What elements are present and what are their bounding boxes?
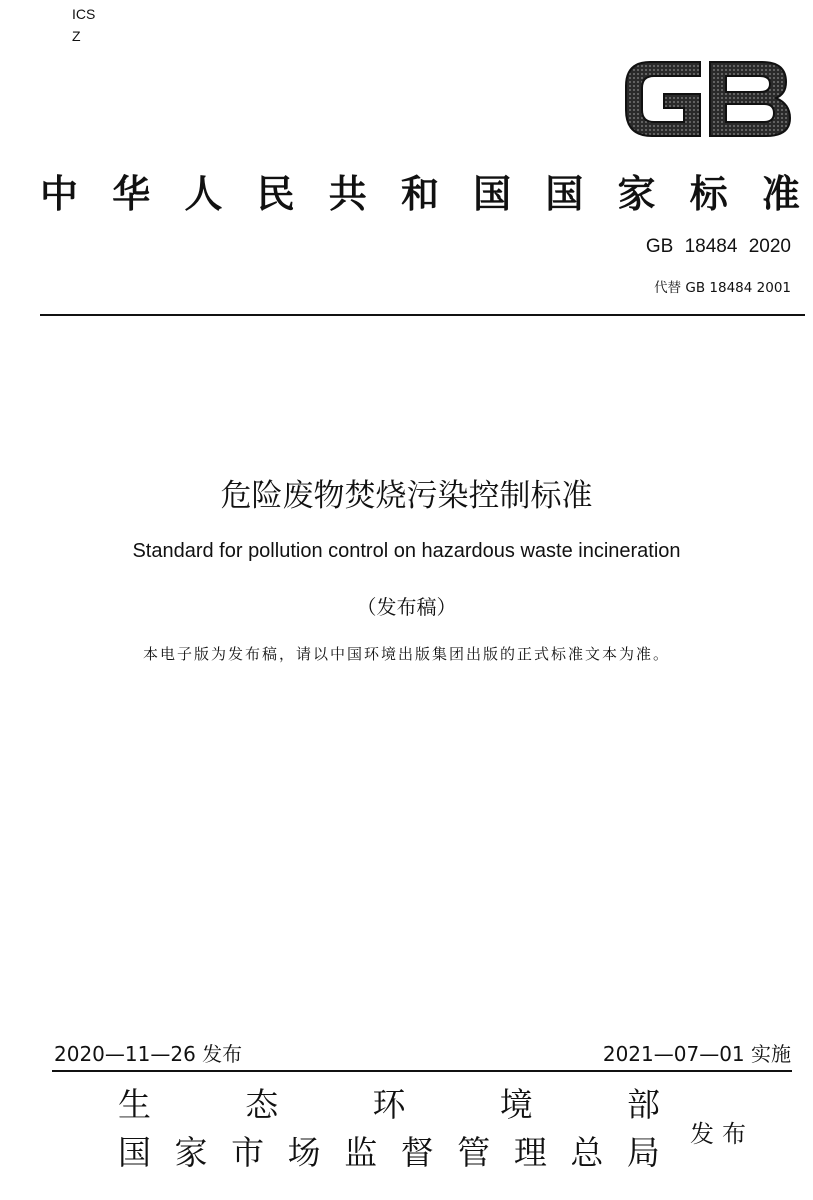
title-char: 标 <box>689 171 728 216</box>
ics-label: ICS <box>72 6 96 22</box>
org-char: 理 <box>513 1132 547 1172</box>
implementation-date: 2021—07—01 实施 <box>602 1042 791 1066</box>
org-char: 监 <box>344 1132 378 1172</box>
title-char: 中 <box>40 171 79 216</box>
issuing-org-market-regulation <box>118 1128 660 1172</box>
title-char: 家 <box>617 171 656 216</box>
footer-divider <box>52 1070 792 1072</box>
title-char: 国 <box>545 171 584 216</box>
org-char: 市 <box>231 1132 265 1172</box>
org-char: 部 <box>627 1084 660 1124</box>
org-char: 国 <box>118 1132 151 1172</box>
org-char: 生 <box>118 1084 151 1124</box>
header-divider <box>40 314 805 316</box>
title-char: 共 <box>328 171 367 216</box>
org-char: 场 <box>287 1132 321 1172</box>
org-char: 境 <box>499 1084 533 1124</box>
title-char: 民 <box>256 171 295 216</box>
title-char: 准 <box>761 171 800 216</box>
issue-date: 2020—11—26 发布 <box>54 1042 243 1066</box>
title-char: 国 <box>473 171 512 216</box>
publish-label: 发布 <box>690 1120 754 1148</box>
document-title-en: Standard for pollution control on hazardous waste incineration <box>132 540 681 562</box>
title-char: 人 <box>184 171 223 216</box>
standard-number: GB 18484 2020 <box>645 236 791 257</box>
replaces-standard: 代替 GB 18484 2001 <box>654 280 791 296</box>
national-standard-title <box>40 162 800 218</box>
title-char: 和 <box>400 171 439 216</box>
draft-label: （发布稿） <box>356 595 457 619</box>
org-char: 环 <box>372 1084 406 1124</box>
classification-code: Z <box>72 28 81 44</box>
edition-note: 本电子版为发布稿，请以中国环境出版集团出版的正式标准文本为准。 <box>142 645 670 663</box>
org-char: 总 <box>570 1132 604 1172</box>
document-title-cn: 危险废物焚烧污染控制标准 <box>220 478 593 514</box>
org-char: 家 <box>174 1132 208 1172</box>
org-char: 管 <box>457 1132 491 1172</box>
issuing-org-ecology <box>118 1080 660 1124</box>
gb-logo <box>620 52 792 144</box>
org-char: 态 <box>245 1084 279 1124</box>
title-char: 华 <box>112 171 151 216</box>
org-char: 局 <box>626 1132 660 1172</box>
org-char: 督 <box>400 1132 434 1172</box>
